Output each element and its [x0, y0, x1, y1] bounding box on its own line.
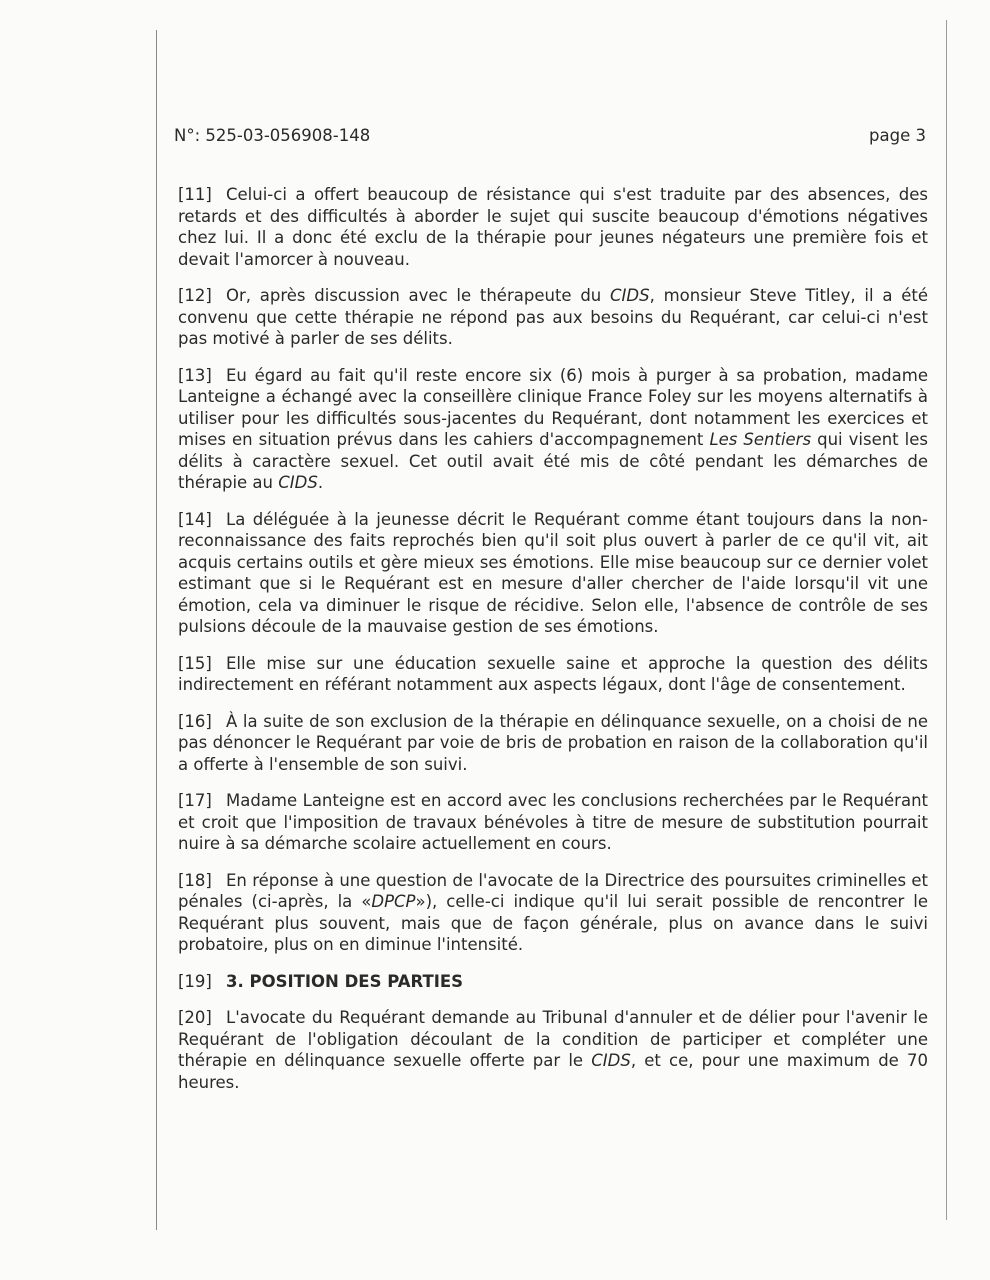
paragraph-text: .	[317, 473, 324, 492]
document-body	[178, 184, 928, 1108]
paragraph-12	[178, 285, 928, 350]
paragraph-text: Celui-ci a offert beaucoup de résistance qui s'est traduite par des absences, des retards et des difficultés à aborder le sujet qui suscite beaucoup d'émotions négatives chez lui. Il a donc été exclu de la thérapie pour jeunes négateurs une première fois et devait l'amorcer à nouveau.	[178, 185, 928, 269]
paragraph-13	[178, 365, 928, 494]
cids-reference: CIDS	[591, 1051, 631, 1070]
paragraph-number: [16]	[178, 711, 212, 731]
section-heading	[178, 971, 928, 993]
paragraph-text: Or, après discussion avec le thérapeute du	[226, 286, 610, 305]
paragraph-number: [12]	[178, 286, 212, 305]
paragraph-14	[178, 509, 928, 638]
paragraph-number: [19]	[178, 971, 212, 991]
paragraph-number: [11]	[178, 185, 212, 204]
paragraph-text: »), celle-ci indique qu'il lui serait possible de rencontrer le Requérant plus souvent, mais que de façon générale, plus on avance dans le suivi probatoire, plus on en diminue l'intensité.	[178, 892, 928, 954]
paragraph-text: L'avocate du Requérant demande au Tribunal d'annuler et de délier pour l'avenir le Requérant de l'obligation découlant de la condition de participer et compléter une thérapie en délinquance sexuelle offerte par le	[178, 1008, 928, 1070]
page-number: page 3	[869, 126, 926, 145]
cids-reference: CIDS	[278, 473, 318, 492]
paragraph-18	[178, 870, 928, 956]
section-title: 3. POSITION DES PARTIES	[226, 971, 464, 991]
paragraph-number: [14]	[178, 509, 212, 529]
paragraph-text: qui visent les délits à caractère sexuel. Cet outil avait été mis de côté pendant les démarches de thérapie au	[178, 430, 929, 492]
page-right-edge	[946, 20, 947, 1220]
paragraph-number: [15]	[178, 653, 212, 673]
paragraph-text: La déléguée à la jeunesse décrit le Requérant comme étant toujours dans la non-reconnaissance des faits reprochés bien qu'il soit plus ouvert à parler de ce qu'il vit, ait acquis certains outils et gère mieux ses émotions. Elle mise beaucoup sur ce dernier volet estimant que si le Requérant est en mesure d'aller chercher de l'aide lorsqu'il vit une émotion, cela va diminuer le risque de récidive. Selon elle, l'absence de contrôle de ses pulsions découle de la mauvaise gestion de ses émotions.	[178, 509, 928, 636]
les-sentiers-reference: Les Sentiers	[709, 430, 812, 449]
paragraph-number: [18]	[178, 870, 212, 890]
dpcp-reference: DPCP	[371, 892, 416, 911]
paragraph-text: En réponse à une question de l'avocate de la Directrice des poursuites criminelles et pénales (ci-après, la «	[178, 870, 928, 911]
paragraph-number: [20]	[178, 1008, 212, 1027]
paragraph-text: , et ce, pour une maximum de 70 heures.	[178, 1051, 928, 1092]
paragraph-11	[178, 184, 928, 270]
paragraph-text: Elle mise sur une éducation sexuelle saine et approche la question des délits indirectement en référant notamment aux aspects légaux, dont l'âge de consentement.	[178, 653, 928, 694]
case-number: N°: 525-03-056908-148	[174, 126, 371, 145]
paragraph-20	[178, 1007, 928, 1093]
paragraph-text: , monsieur Steve Titley, il a été convenu que cette thérapie ne répond pas aux besoins du Requérant, car celui-ci n'est pas motivé à parler de ses délits.	[178, 286, 928, 348]
paragraph-number: [17]	[178, 791, 212, 810]
paragraph-15	[178, 653, 928, 696]
page-left-edge	[156, 30, 157, 1230]
cids-reference: CIDS	[610, 286, 650, 305]
paragraph-number: [13]	[178, 365, 212, 385]
paragraph-text: Eu égard au fait qu'il reste encore six (6) mois à purger à sa probation, madame Lanteigne a échangé avec la conseillère clinique France Foley sur les moyens alternatifs à utiliser pour les difficultés sous-jacentes du Requérant, dont notamment les exercices et mises en situation prévus dans les cahiers d'accompagnement	[178, 365, 928, 449]
paragraph-16	[178, 711, 928, 776]
paragraph-text: Madame Lanteigne est en accord avec les conclusions recherchées par le Requérant et croit que l'imposition de travaux bénévoles à titre de mesure de substitution pourrait nuire à sa démarche scolaire actuellement en cours.	[178, 791, 928, 853]
paragraph-17	[178, 790, 928, 855]
paragraph-text: À la suite de son exclusion de la thérapie en délinquance sexuelle, on a choisi de ne pas dénoncer le Requérant par voie de bris de probation en raison de la collaboration qu'il a offerte à l'ensemble de son suivi.	[178, 711, 928, 774]
